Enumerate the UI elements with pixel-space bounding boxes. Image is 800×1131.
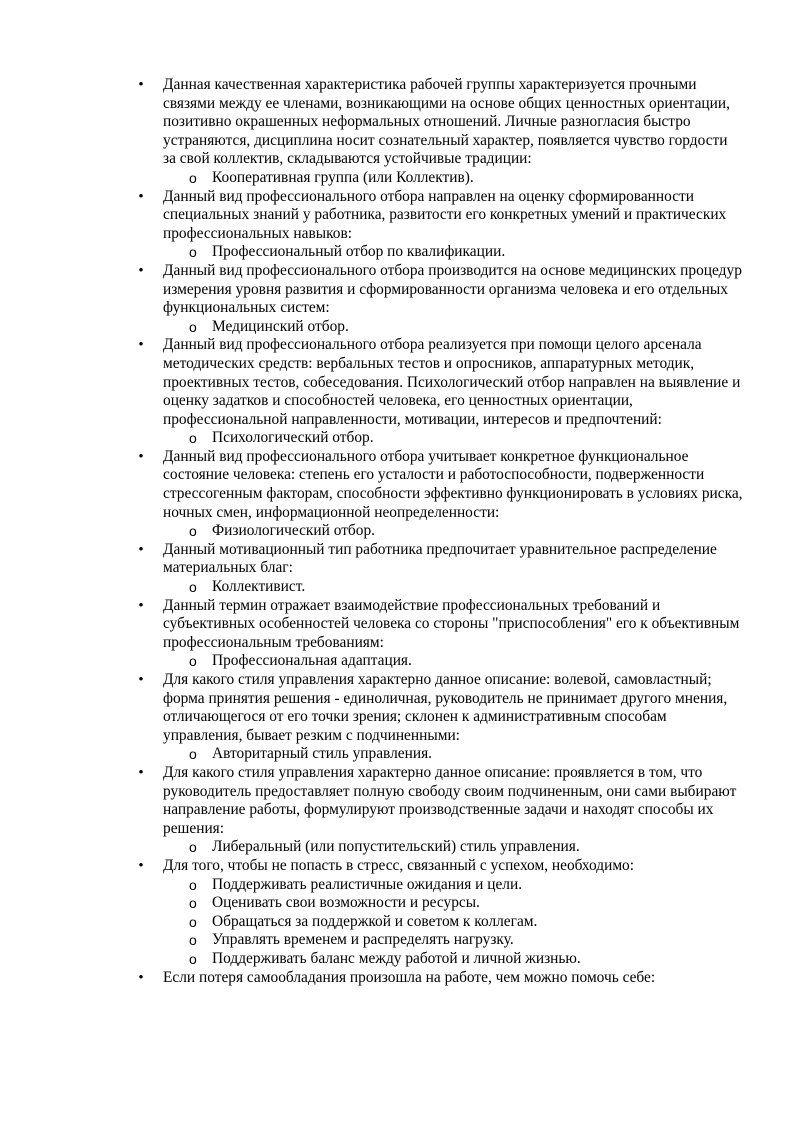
answer-item xyxy=(189,652,743,671)
circle-bullet-icon: o xyxy=(189,318,197,335)
question-text: Для того, чтобы не попасть в стресс, связанный с успехом, необходимо: xyxy=(163,856,635,874)
bullet-icon: • xyxy=(138,969,144,986)
bullet-icon: • xyxy=(138,857,144,874)
answer-text: Авторитарный стиль управления. xyxy=(212,745,433,763)
answer-text: Коллективист. xyxy=(212,578,306,596)
bullet-icon: • xyxy=(138,77,144,93)
circle-bullet-icon: o xyxy=(189,244,197,261)
answer-text: Медицинский отбор. xyxy=(212,317,349,335)
answer-item xyxy=(189,317,743,337)
circle-bullet-icon: o xyxy=(189,430,197,447)
question-item xyxy=(138,856,743,969)
answer-text: Оценивать свои возможности и ресурсы. xyxy=(212,894,480,912)
answer-list xyxy=(163,429,743,448)
circle-bullet-icon: o xyxy=(189,876,197,893)
question-item xyxy=(138,336,743,448)
circle-bullet-icon: o xyxy=(189,523,197,540)
bullet-icon: • xyxy=(138,188,144,205)
question-text: Для какого стиля управления характерно данное описание: волевой, самовластный; форма принятия решения - единоличная, руководитель не принимает другого мнения, отличающегося от его точки зрения; склонен к административным способам управления, бывает резким с подчиненными: xyxy=(163,671,728,744)
answer-item xyxy=(189,578,743,597)
bullet-icon: • xyxy=(138,672,144,688)
answer-list xyxy=(163,243,743,262)
question-item xyxy=(138,968,743,988)
answer-text: Поддерживать баланс между работой и личной жизнью. xyxy=(212,949,581,967)
question-text: Если потеря самообладания произошла на работе, чем можно помочь себе: xyxy=(163,968,656,986)
answer-text: Обращаться за поддержкой и советом к коллегам. xyxy=(212,912,538,930)
answer-item xyxy=(189,912,743,932)
circle-bullet-icon: o xyxy=(189,169,197,186)
question-text: Данный вид профессионального отбора учитывает конкретное функциональное состояние человека: степень его усталости и работоспособности, подверженности стрессогенным факторам, способности эффективно функционировать в условиях риска, ночных смен, информационной неопределенности: xyxy=(163,447,743,521)
answer-list xyxy=(163,522,743,541)
bullet-icon: • xyxy=(138,597,144,614)
answer-list xyxy=(163,838,743,857)
answer-item xyxy=(189,745,743,764)
answer-item xyxy=(189,243,743,262)
question-text: Данный вид профессионального отбора реализуется при помощи целого арсенала методических средств: вербальных тестов и опросников, аппаратурных методик, проективных тестов, собеседования. Психологический отбор направлен на выявление и оценку задатков и способностей человека, его ценностных ориентации, профессиональной направленности, мотивации, интересов и предпочтений: xyxy=(163,336,741,428)
answer-item xyxy=(189,522,743,541)
answer-list xyxy=(163,578,743,597)
answer-text: Профессиональная адаптация. xyxy=(212,652,412,670)
answer-text: Кооперативная группа (или Коллектив). xyxy=(212,168,474,186)
circle-bullet-icon: o xyxy=(189,579,197,596)
question-list xyxy=(138,76,743,987)
question-text: Данная качественная характеристика рабочей группы характеризуется прочными связями между ее членами, возникающими на основе общих ценностных ориентации, позитивно окрашенных неформальных отношений. Личные разногласия быстро устраняются, дисциплина носит сознательный характер, появляется чувство гордости за свой коллектив, складываются устойчивые традиции: xyxy=(163,76,730,168)
answer-item xyxy=(189,429,743,448)
bullet-icon: • xyxy=(138,764,144,781)
circle-bullet-icon: o xyxy=(189,839,197,856)
answer-item xyxy=(189,894,743,913)
answer-list xyxy=(163,652,743,671)
question-item xyxy=(138,76,743,188)
answer-text: Поддерживать реалистичные ожидания и цели. xyxy=(212,875,523,893)
question-item xyxy=(138,187,743,262)
question-text: Данный термин отражает взаимодействие профессиональных требований и субъективных особенностей человека со стороны "приспособления" его к объективным профессиональным требованиям: xyxy=(163,596,740,651)
circle-bullet-icon: o xyxy=(189,950,197,967)
bullet-icon: • xyxy=(138,541,144,558)
answer-item xyxy=(189,875,743,895)
circle-bullet-icon: o xyxy=(189,913,197,930)
answer-text: Физиологический отбор. xyxy=(212,522,375,540)
answer-list xyxy=(163,745,743,764)
question-item xyxy=(138,763,743,857)
question-item xyxy=(138,261,743,336)
question-item xyxy=(138,596,743,671)
circle-bullet-icon: o xyxy=(189,932,197,949)
circle-bullet-icon: o xyxy=(189,895,197,912)
circle-bullet-icon: o xyxy=(189,653,197,670)
question-item xyxy=(138,447,743,541)
question-text: Данный мотивационный тип работника предпочитает уравнительное распределение материальных благ: xyxy=(163,540,717,577)
question-text: Данный вид профессионального отбора направлен на оценку сформированности специальных знаний у работника, развитости его конкретных умений и практических профессиональных навыков: xyxy=(163,187,727,242)
answer-text: Либеральный (или попустительский) стиль управления. xyxy=(212,838,580,856)
question-text: Данный вид профессионального отбора производится на основе медицинских процедур измерения уровня развития и сформированности организма человека и его отдельных функциональных систем: xyxy=(163,261,742,317)
answer-list xyxy=(163,318,743,337)
circle-bullet-icon: o xyxy=(189,746,197,763)
answer-item xyxy=(189,838,743,857)
answer-text: Профессиональный отбор по квалификации. xyxy=(212,243,506,261)
answer-text: Психологический отбор. xyxy=(212,429,374,447)
answer-item xyxy=(189,931,743,950)
bullet-icon: • xyxy=(138,262,144,279)
answer-text: Управлять временем и распределять нагрузку. xyxy=(212,931,514,949)
answer-item xyxy=(189,949,743,969)
question-item xyxy=(138,671,743,764)
answer-list xyxy=(163,169,743,188)
question-text: Для какого стиля управления характерно данное описание: проявляется в том, что руководитель предоставляет полную свободу своим подчиненным, они сами выбирают направление работы, формулируют производственные задачи и находят способы их решения: xyxy=(163,763,737,837)
bullet-icon: • xyxy=(138,337,144,354)
answer-item xyxy=(189,168,743,188)
question-item xyxy=(138,540,743,597)
answer-list xyxy=(163,876,743,969)
bullet-icon: • xyxy=(138,448,144,465)
